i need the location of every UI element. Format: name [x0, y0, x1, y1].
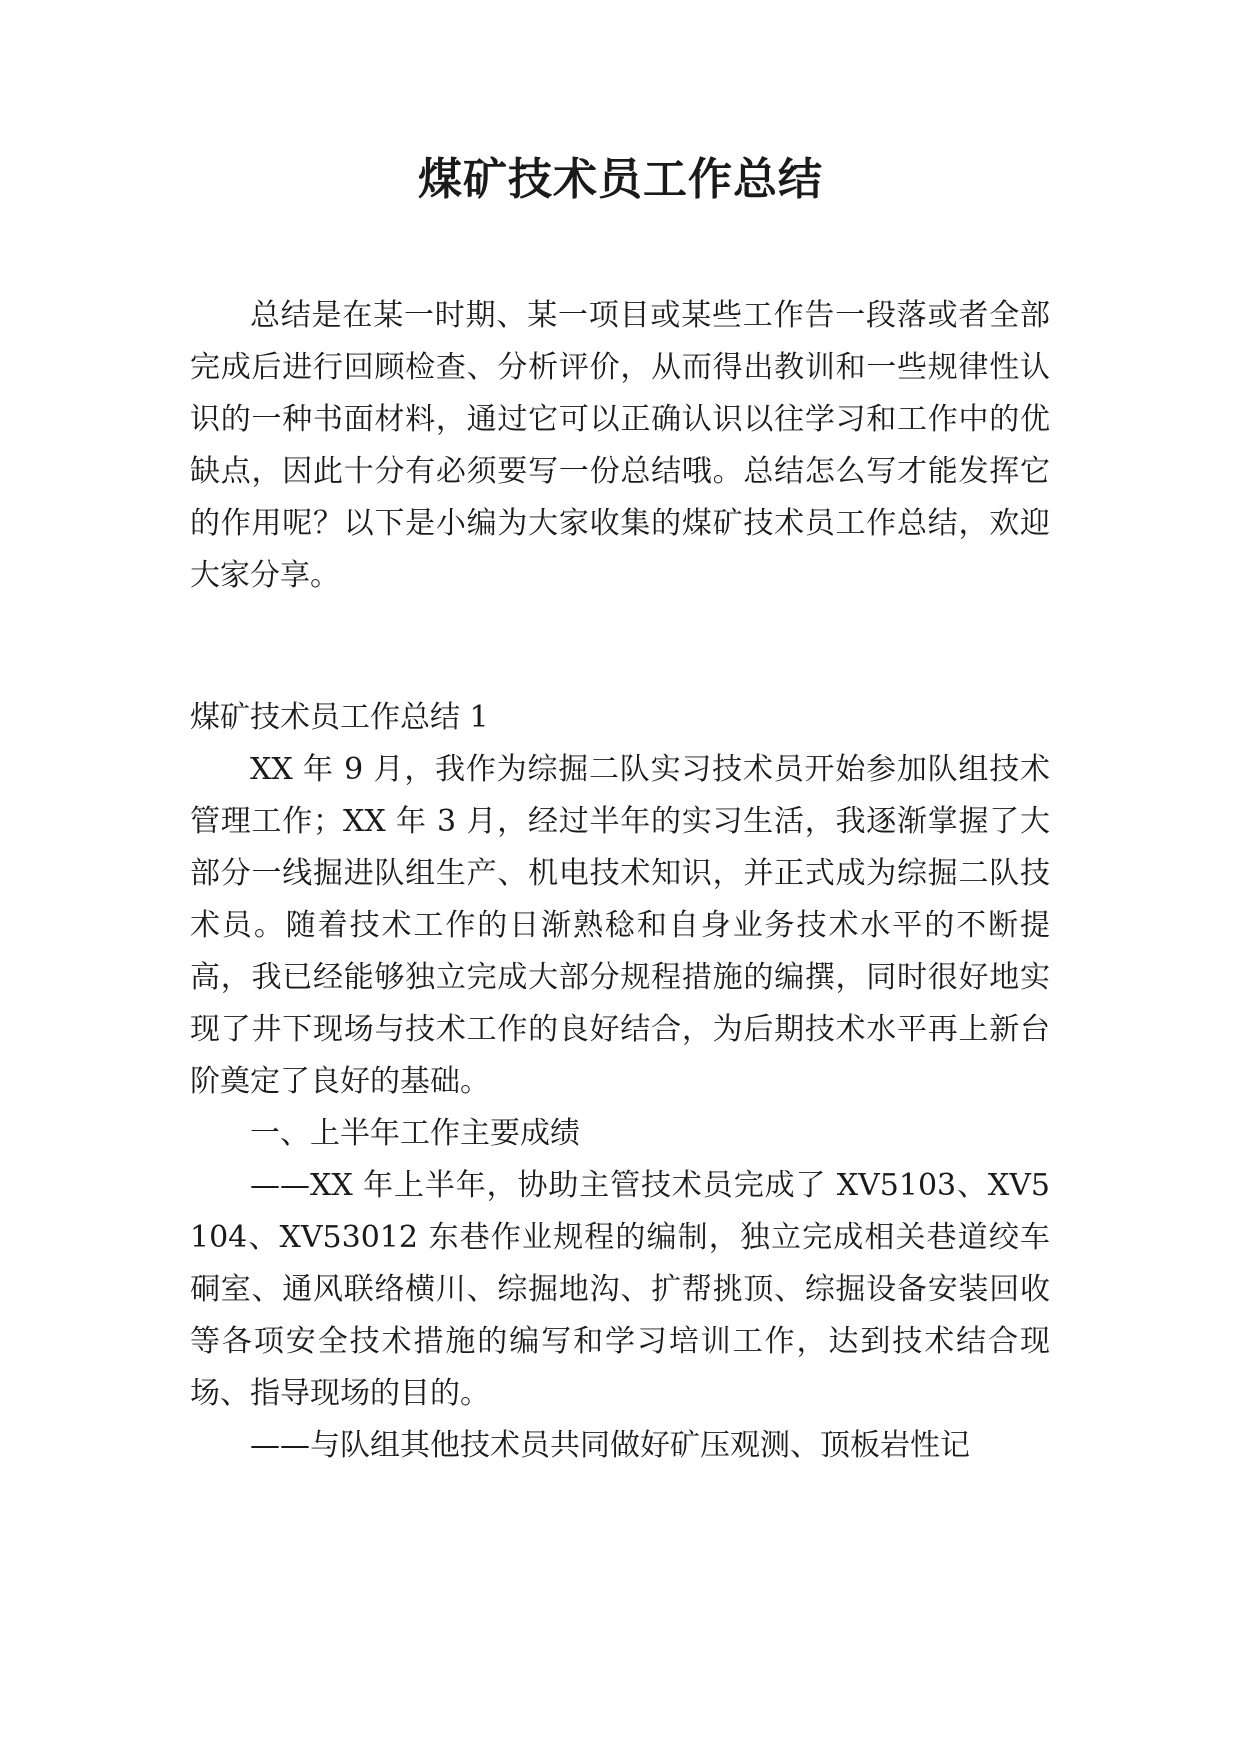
body-paragraph: ——XX 年上半年，协助主管技术员完成了 XV5103、XV5104、XV53012 东巷作业规程的编制，独立完成相关巷道绞车硐室、通风联络横川、综掘地沟、扩帮挑顶、综掘设备安装回收等各项安全技术措施的编写和学习培训工作，达到技术结合现场、指导现场的目的。 [190, 1168, 1050, 1411]
intro-block [190, 290, 1050, 602]
section-title: 煤矿技术员工作总结 1 [190, 700, 489, 735]
subheading: 一、上半年工作主要成绩 [250, 1116, 580, 1151]
section-block [190, 692, 1050, 1472]
intro-paragraph: 总结是在某一时期、某一项目或某些工作告一段落或者全部完成后进行回顾检查、分析评价，从而得出教训和一些规律性认识的一种书面材料，通过它可以正确认识以往学习和工作中的优缺点，因此十分有必须要写一份总结哦。总结怎么写才能发挥它的作用呢？以下是小编为大家收集的煤矿技术员工作总结，欢迎大家分享。 [190, 298, 1050, 593]
body-paragraph: ——与队组其他技术员共同做好矿压观测、顶板岩性记 [250, 1428, 970, 1463]
body-paragraph: XX 年 9 月，我作为综掘二队实习技术员开始参加队组技术管理工作；XX 年 3 月，经过半年的实习生活，我逐渐掌握了大部分一线掘进队组生产、机电技术知识，并正式成为综掘二队技术员。随着技术工作的日渐熟稔和自身业务技术水平的不断提高，我已经能够独立完成大部分规程措施的编撰，同时很好地实现了井下现场与技术工作的良好结合，为后期技术水平再上新台阶奠定了良好的基础。 [190, 752, 1050, 1099]
document-title: 煤矿技术员工作总结 [418, 154, 823, 205]
